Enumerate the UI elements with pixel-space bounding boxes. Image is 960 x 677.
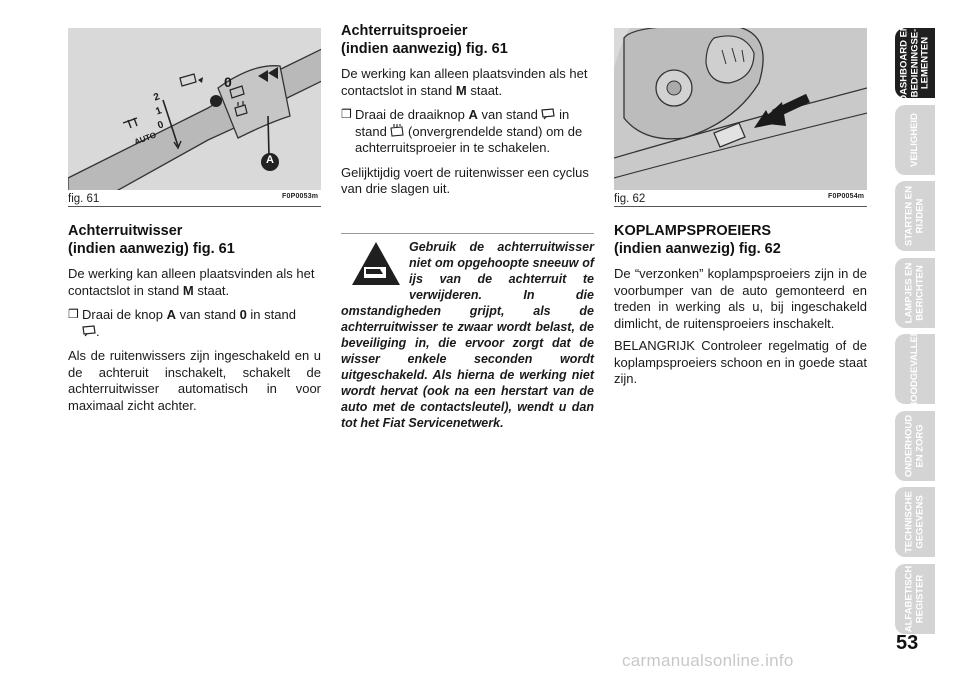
chapter-tab-6[interactable] (895, 487, 935, 557)
fig62-divider (614, 206, 867, 207)
chapter-tab-7[interactable] (895, 564, 935, 634)
rear-wiper-auto-text: Als de ruitenwissers zijn ingeschakeld en u de achteruit inschakelt, schakelt de achterruitwisser automatisch in voor maximaal zicht achter. (68, 348, 321, 413)
column-headlamp-washers (614, 222, 867, 388)
chapter-tab-label: ONDERHOUD EN ZORG (903, 414, 925, 478)
chapter-tab-label: DASHBOARD EN BEDIENINGSE- LEMENTEN (898, 24, 931, 102)
chapter-tab-1[interactable] (895, 105, 935, 175)
rear-wiper-bullet: ❒ Draai de knop A van stand 0 in stand . (68, 307, 296, 339)
checkbox-bullet-icon: ❒ (341, 107, 352, 121)
rear-washer-intro: De werking kan alleen plaatsvinden als het contactslot in stand M staat. (341, 66, 588, 98)
chapter-tab-label: ALFABETISCH REGISTER (903, 565, 925, 633)
fig61-label-a: A (266, 154, 274, 166)
fig61-caption: fig. 61 (68, 193, 100, 205)
headlamp-washer-illustration (614, 28, 867, 190)
warning-block: Gebruik de achterruitwisser niet om opgehoopte sneeuw of ijs van de achterruit te verwijderen. In die omstandigheden grijpt, als de achterruitwisser te zwaar wordt belast, de beveiliging in, die ervoor zorgt dat de wisser enkele seconden wordt uitgeschakeld. Als hierna de werking niet wordt hervat (ook na een herstart van de auto met de contactsleutel), wendt u dan tot het Fiat Servicenetwerk. (341, 240, 594, 430)
chapter-tab-label: TECHNISCHE GEGEVENS (903, 491, 925, 553)
fig62-code: F0P0054m (828, 193, 865, 200)
chapter-tab-label: VEILIGHEID (908, 113, 920, 167)
warning-divider (341, 233, 594, 234)
fig61-label-auto: AUTO (133, 130, 158, 147)
figure-62-headlamp-washer (614, 28, 867, 190)
warning-triangle-icon (349, 239, 403, 289)
rear-washer-symbol-icon (390, 124, 404, 138)
fig62-caption: fig. 62 (614, 193, 646, 205)
fig61-label-0: 0 (156, 119, 166, 132)
figure-61-wiper-stalk (68, 28, 321, 190)
fig61-label-2: 2 (152, 91, 162, 104)
front-wiper-icon (123, 118, 137, 128)
headlamp-washer-important: BELANGRIJK Controleer regelmatig of de koplampsproeiers schoon en in goede staat zijn. (614, 338, 867, 386)
checkbox-bullet-icon: ❒ (68, 307, 79, 321)
rear-washer-heading: Achterruitsproeier (indien aanwezig) fig. 61 (341, 23, 508, 57)
chapter-tab-3[interactable] (895, 258, 935, 328)
rear-wiper-heading: Achterruitwisser (indien aanwezig) fig. 61 (68, 223, 235, 257)
rear-washer-cycle-text: Gelijktijdig voert de ruitenwisser een cyclus van drie slagen uit. (341, 164, 589, 196)
watermark-text: carmanualsonline.info (622, 651, 794, 670)
chapter-tab-4[interactable] (895, 329, 935, 409)
chapter-tab-2[interactable] (895, 181, 935, 251)
column-rear-wiper (68, 222, 321, 414)
fig61-label-zero: 0 (224, 74, 232, 90)
rear-wiper-intro: De werking kan alleen plaatsvinden als het contactslot in stand M staat. (68, 266, 315, 298)
headlamp-washer-description: De “verzonken” koplampsproeiers zijn in de voorbumper van de auto gemonteerd en treden in werking als u, bij ingeschakeld dimlicht, de ruitensproeiers inschakelt. (614, 266, 867, 331)
rear-wiper-symbol-icon (82, 325, 96, 337)
rear-wiper-symbol-icon (541, 108, 555, 120)
chapter-tab-label: STARTEN EN RIJDEN (903, 186, 925, 246)
column-rear-washer (341, 22, 594, 198)
chapter-tab-label: LAMPJES EN BERICHTEN (903, 262, 925, 324)
wiper-stalk-illustration (68, 28, 321, 190)
page-number: 53 (896, 632, 919, 654)
chapter-tab-label: NOODGEVALLEN (908, 329, 920, 409)
washer-icon (180, 74, 196, 86)
rear-washer-bullet: ❒ Draai de draaiknop A van stand in stand (onvergrendelde stand) om de achterruitsproeier in te schakelen. (341, 107, 583, 155)
chapter-tab-5[interactable] (895, 411, 935, 481)
fig61-divider (68, 206, 321, 207)
headlamp-washer-heading: KOPLAMPSPROEIERS (indien aanwezig) fig. 62 (614, 223, 781, 257)
chapter-tab-0[interactable] (895, 24, 935, 102)
fig61-code: F0P0053m (282, 193, 319, 200)
fig61-label-1: 1 (154, 105, 164, 118)
